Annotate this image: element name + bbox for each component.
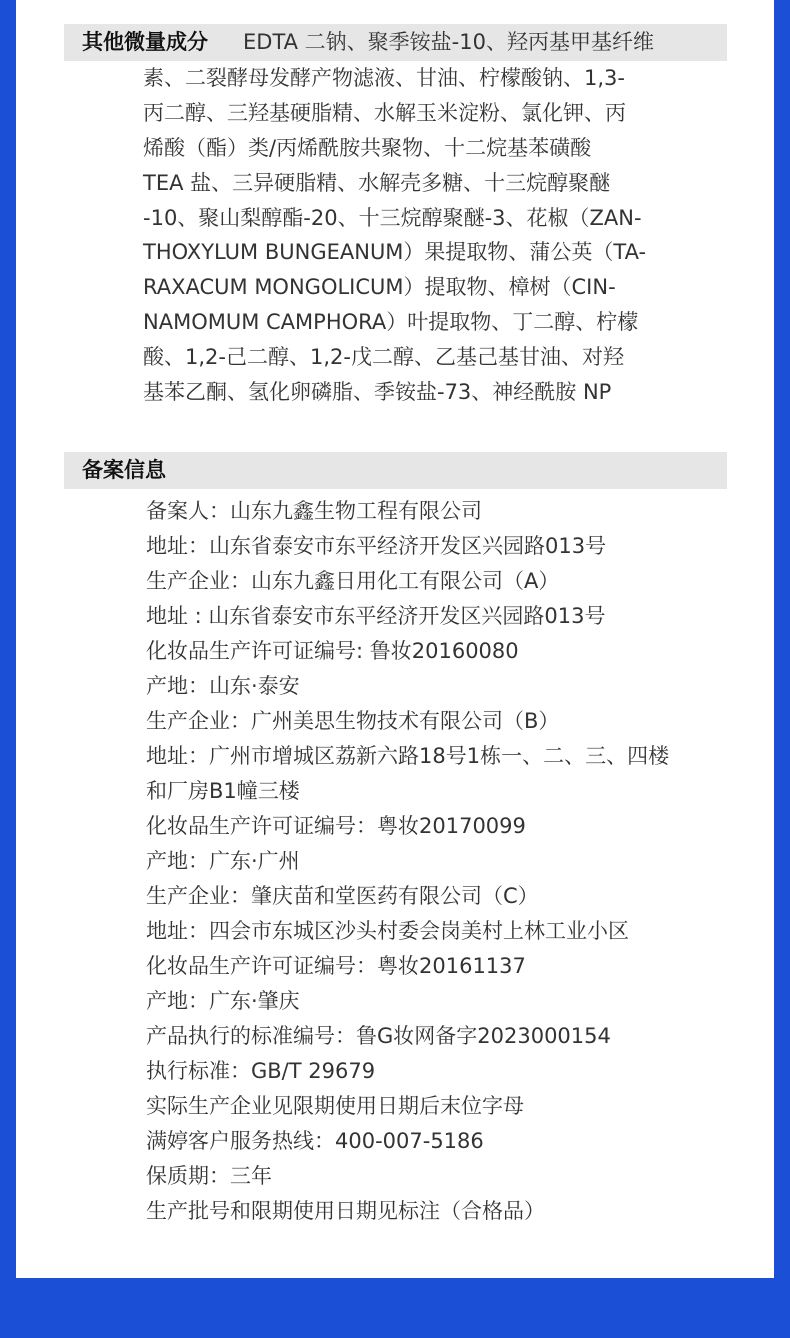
filing-info-line: 产品执行的标准编号：鲁G妆网备字2023000154 bbox=[146, 1024, 611, 1048]
filing-info-line: 生产企业：广州美思生物技术有限公司（B） bbox=[146, 709, 560, 733]
ingredients-list bbox=[143, 61, 723, 410]
filing-info-line: 地址 : 山东省泰安市东平经济开发区兴园路013号 bbox=[146, 604, 606, 628]
filing-info-line: 化妆品生产许可证编号：粤妆20170099 bbox=[146, 814, 526, 838]
ingredient-text-line: RAXACUM MONGOLICUM）提取物、樟树（CIN- bbox=[143, 275, 616, 300]
filing-info-line: 执行标准：GB/T 29679 bbox=[146, 1059, 376, 1083]
filing-info-line: 实际生产企业见限期使用日期后末位字母 bbox=[146, 1094, 524, 1118]
filing-info-line: 产地：广东·广州 bbox=[146, 849, 300, 873]
filing-info-line: 地址：山东省泰安市东平经济开发区兴园路013号 bbox=[146, 534, 607, 558]
filing-info-line: 生产企业：山东九鑫日用化工有限公司（A） bbox=[146, 569, 560, 593]
filing-title: 备案信息 bbox=[82, 458, 166, 482]
product-info-card bbox=[16, 0, 774, 1278]
filing-info-line: 化妆品生产许可证编号：粤妆20161137 bbox=[146, 954, 526, 978]
filing-info-line: 产地：广东·肇庆 bbox=[146, 989, 300, 1013]
ingredient-text-line: NAMOMUM CAMPHORA）叶提取物、丁二醇、柠檬 bbox=[143, 310, 639, 335]
ingredient-text-line: -10、聚山梨醇酯-20、十三烷醇聚醚-3、花椒（ZAN- bbox=[143, 205, 642, 230]
filing-info-line: 生产批号和限期使用日期见标注（合格品） bbox=[146, 1199, 545, 1223]
ingredients-title: 其他微量成分 bbox=[82, 30, 208, 54]
ingredient-text-line: THOXYLUM BUNGEANUM）果提取物、蒲公英（TA- bbox=[143, 240, 647, 265]
ingredient-text-line: 烯酸（酯）类/丙烯酰胺共聚物、十二烷基苯磺酸 bbox=[143, 135, 592, 160]
ingredient-text-line: 素、二裂酵母发酵产物滤液、甘油、柠檬酸钠、1,3- bbox=[143, 66, 625, 90]
filing-info-line: 满婷客户服务热线：400-007-5186 bbox=[146, 1129, 484, 1153]
filing-info-line: 保质期：三年 bbox=[146, 1164, 272, 1188]
ingredient-text-line: 酸、1,2-己二醇、1,2-戊二醇、乙基己基甘油、对羟 bbox=[143, 345, 624, 370]
filing-info-line: 和厂房B1幢三楼 bbox=[146, 779, 300, 803]
filing-info-line: 地址：四会市东城区沙头村委会岗美村上林工业小区 bbox=[146, 919, 629, 943]
filing-info-list bbox=[146, 494, 766, 1229]
filing-info-line: 地址：广州市增城区荔新六路18号1栋一、二、三、四楼 bbox=[146, 744, 670, 768]
filing-info-line: 备案人：山东九鑫生物工程有限公司 bbox=[146, 499, 482, 523]
ingredient-text-line: 丙二醇、三羟基硬脂精、水解玉米淀粉、氯化钾、丙 bbox=[143, 100, 626, 125]
filing-info-line: 产地：山东·泰安 bbox=[146, 674, 300, 698]
ingredients-first-line: EDTA 二钠、聚季铵盐-10、羟丙基甲基纤维 bbox=[243, 30, 654, 54]
filing-info-line: 生产企业：肇庆苗和堂医药有限公司（C） bbox=[146, 884, 539, 908]
ingredient-text-line: TEA 盐、三异硬脂精、水解壳多糖、十三烷醇聚醚 bbox=[143, 170, 611, 195]
ingredient-text-line: 基苯乙酮、氢化卵磷脂、季铵盐-73、神经酰胺 NP bbox=[143, 380, 612, 405]
filing-info-line: 化妆品生产许可证编号: 鲁妆20160080 bbox=[146, 639, 519, 663]
